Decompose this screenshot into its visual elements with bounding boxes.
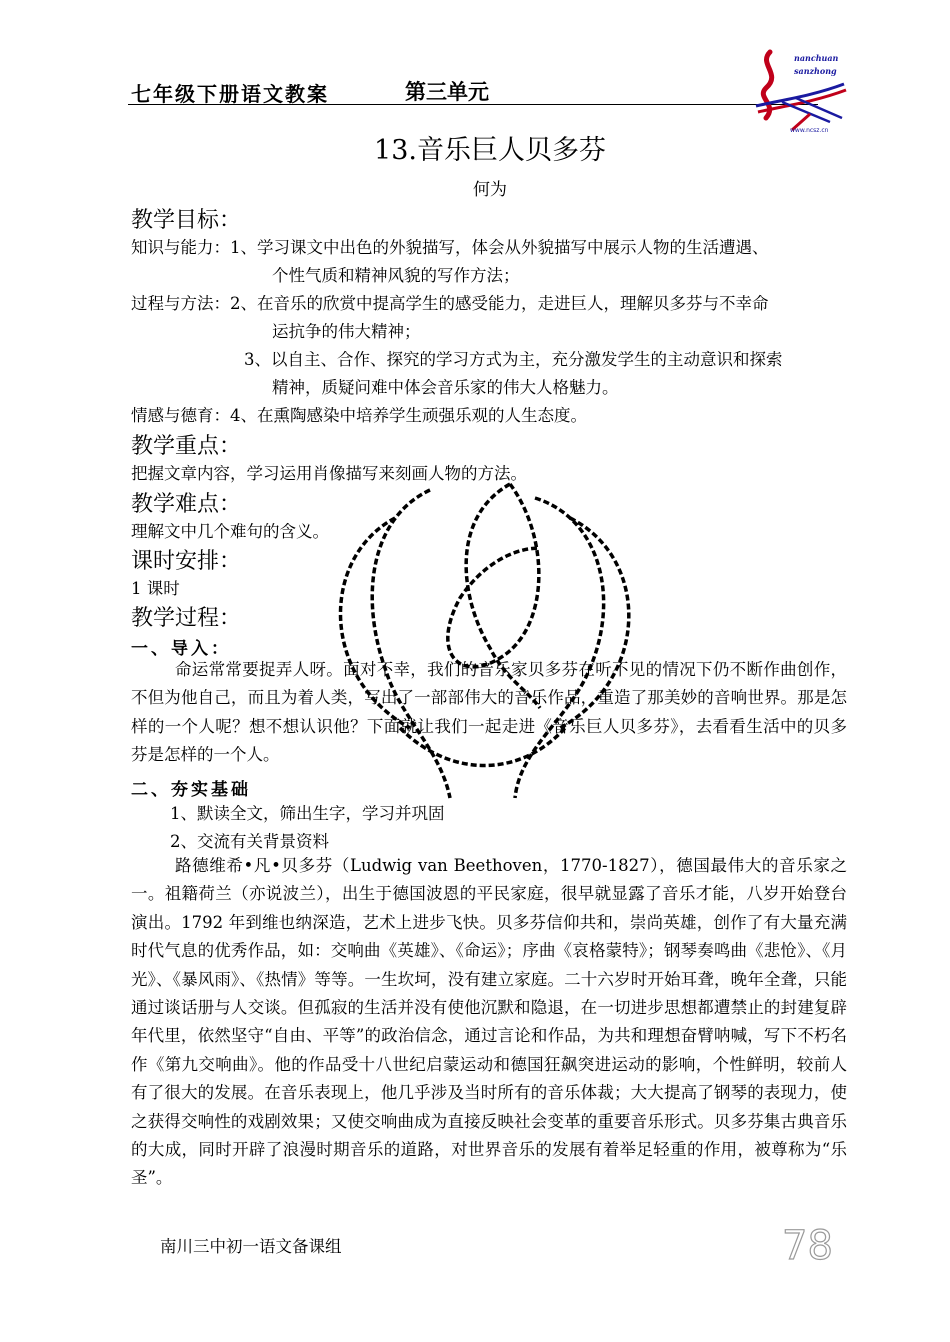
header-rule xyxy=(128,104,818,105)
goal-line-1: 知识与能力：1、学习课文中出色的外貌描写，体会从外貌描写中展示人物的生活遭遇、 xyxy=(131,238,769,257)
page-number: 78 xyxy=(782,1223,833,1269)
goal-line-5: 3、以自主、合作、探究的学习方式为主，充分激发学生的主动意识和探索 xyxy=(244,350,783,369)
intro-heading: 一、导入： xyxy=(131,639,231,659)
key-text: 把握文章内容，学习运用肖像描写来刻画人物的方法。 xyxy=(131,464,527,483)
goal-line-6: 精神，质疑问难中体会音乐家的伟大人格魅力。 xyxy=(272,378,619,397)
header-course-title: 七年级下册语文教案 xyxy=(131,82,329,106)
footer-group: 南川三中初一语文备课组 xyxy=(160,1237,342,1256)
intro-paragraph: 命运常常要捉弄人呀。面对不幸，我们的音乐家贝多芬在听不见的情况下仍不断作曲创作，不但为他自己，而且为着人类，写出了一部部伟大的音乐作品，重造了那美妙的音响世界。那是怎样的一个人呢？想不想认识他？下面就让我们一起走进《音乐巨人贝多芬》，去看看生活中的贝多芬是怎样的一个人。 xyxy=(131,660,847,765)
biography-paragraph: 路德维希•凡•贝多芬（Ludwig van Beethoven，1770-1827），德国最伟大的音乐家之一。祖籍荷兰（亦说波兰），出生于德国波恩的平民家庭，很早就显露了音乐才能，八岁开始登台演出。1792 年到维也纳深造，艺术上进步飞快。贝多芬信仰共和，崇尚英雄，创作了有大量充满时代气息的优秀作品，如：交响曲《英雄》、《命运》；序曲《哀格蒙特》；钢琴奏鸣曲《悲怆》、《月光》、《暴风雨》、《热情》等等。一生坎坷，没有建立家庭。二十六岁时开始耳聋，晚年全聋，只能通过谈话册与人交谈。但孤寂的生活并没有使他沉默和隐退，在一切进步思想都遭禁止的封建复辟年代里，依然坚守“自由、平等”的政治信念，通过言论和作品，为共和理想奋臂呐喊，写下不朽名作《第九交响曲》。他的作品受十八世纪启蒙运动和德国狂飙突进运动的影响，个性鲜明，较前人有了很大的发展。在音乐表现上，他几乎涉及当时所有的音乐体裁；大大提高了钢琴的表现力，使之获得交响性的戏剧效果；又使交响曲成为直接反映社会变革的重要音乐形式。贝多芬集古典音乐的大成，同时开辟了浪漫时期音乐的道路，对世界音乐的发展有着举足轻重的作用，被尊称为“乐圣”。 xyxy=(131,856,847,1188)
lesson-title: 13.音乐巨人贝多芬 xyxy=(374,135,606,166)
goal-line-7: 情感与德育：4、在熏陶感染中培养学生顽强乐观的人生态度。 xyxy=(131,406,587,425)
school-logo xyxy=(752,44,847,136)
basics-item-1: 1、默读全文，筛出生字，学习并巩固 xyxy=(170,804,445,823)
lesson-author: 何为 xyxy=(473,180,507,200)
logo-url: www.ncsz.cn xyxy=(790,127,829,134)
goals-heading: 教学目标： xyxy=(131,208,242,233)
process-heading: 教学过程： xyxy=(131,606,242,631)
difficult-text: 理解文中几个难句的含义。 xyxy=(131,522,329,541)
basics-item-2: 2、交流有关背景资料 xyxy=(170,832,329,851)
goal-line-2: 个性气质和精神风貌的写作方法； xyxy=(272,266,520,285)
hours-heading: 课时安排： xyxy=(131,549,242,574)
difficult-heading: 教学难点： xyxy=(131,492,242,517)
logo-text-2: sanzhong xyxy=(794,66,837,76)
basics-heading: 二、夯实基础 xyxy=(131,780,251,800)
hours-text: 1 课时 xyxy=(131,579,180,598)
header-unit: 第三单元 xyxy=(405,80,489,104)
key-heading: 教学重点： xyxy=(131,434,242,459)
goal-line-4: 运抗争的伟大精神； xyxy=(272,322,421,341)
logo-text-1: nanchuan xyxy=(794,53,839,63)
goal-line-3: 过程与方法：2、在音乐的欣赏中提高学生的感受能力，走进巨人，理解贝多芬与不幸命 xyxy=(131,294,769,313)
